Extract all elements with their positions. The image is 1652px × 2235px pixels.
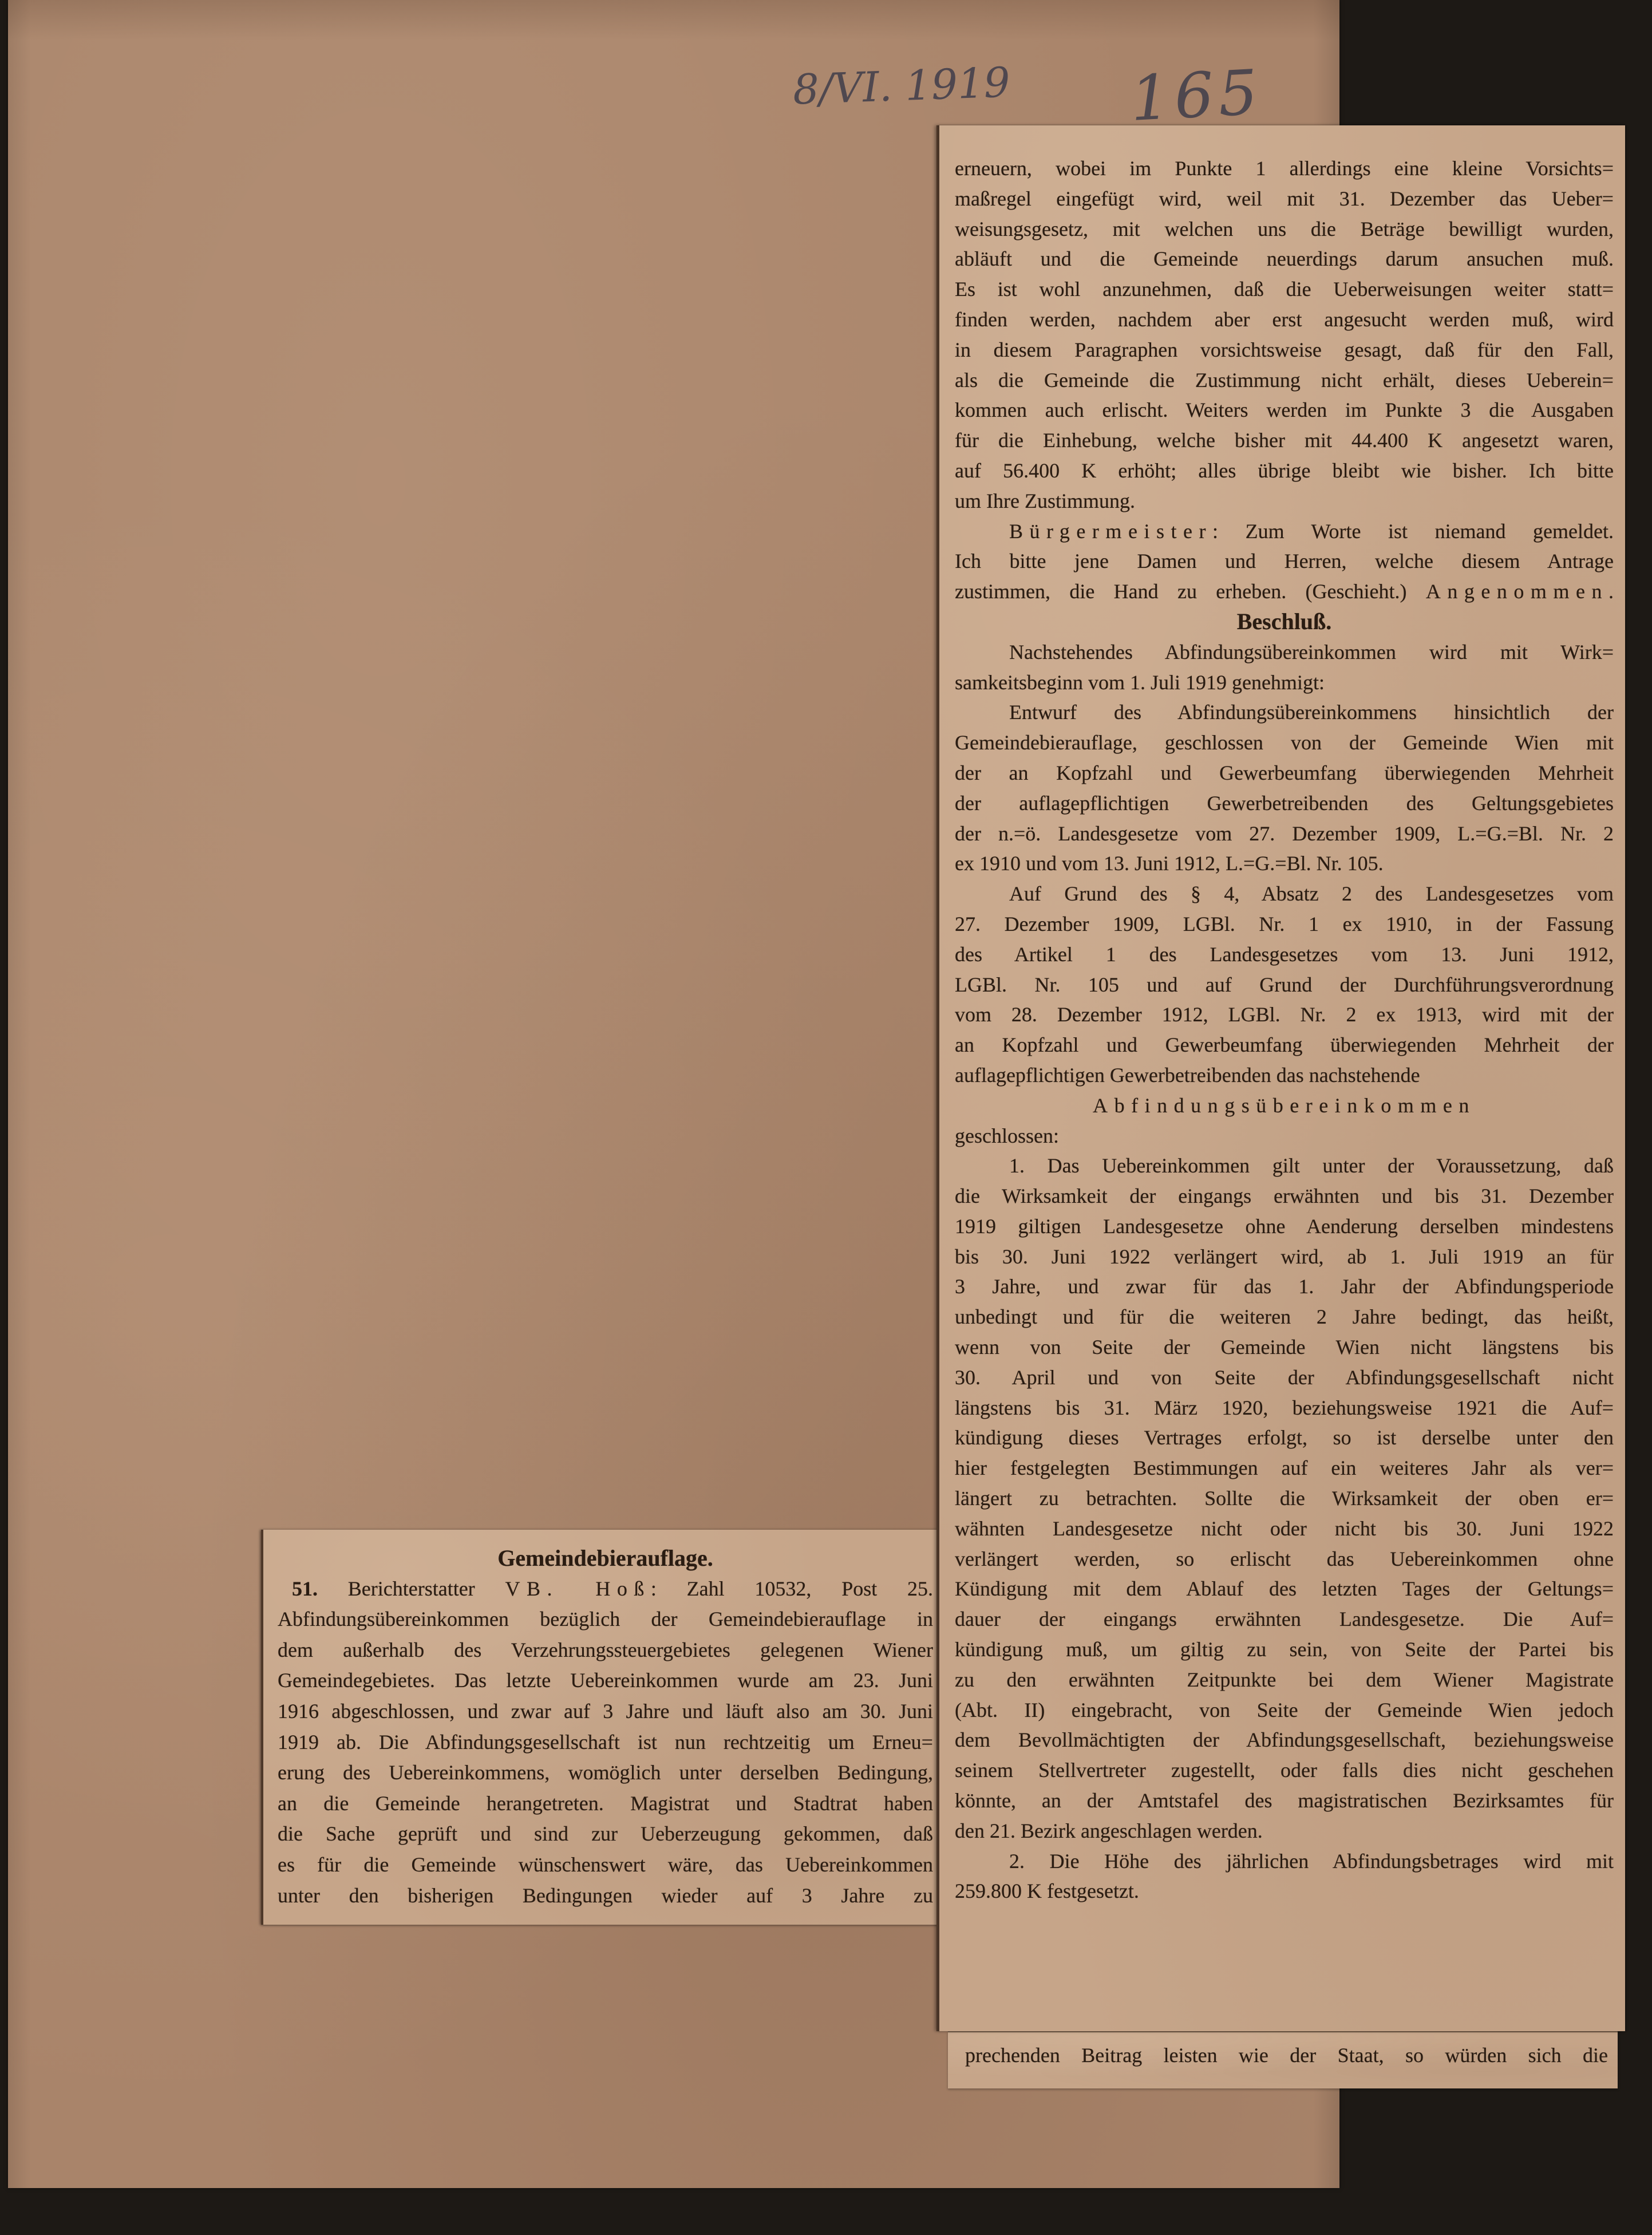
text-line: (Abt. II) eingebracht, von Seite der Gemeinde Wien jedoch xyxy=(955,1698,1614,1721)
text-line: 2. Die Höhe des jährlichen Abfindungsbetrages wird mit xyxy=(1009,1849,1614,1873)
article-heading: Gemeindebierauflage. xyxy=(497,1545,713,1571)
text-line: prechenden Beitrag leisten wie der Staat, so würden sich die xyxy=(965,2044,1608,2067)
vote-text: zustimmen, die Hand zu erheben. (Geschieht.) xyxy=(955,580,1426,603)
text-line: die Wirksamkeit der eingangs erwähnten und bis 31. Dezember xyxy=(955,1184,1614,1208)
paragraph-block xyxy=(278,1604,933,1911)
text-line: den 21. Bezirk angeschlagen werden. xyxy=(955,1819,1263,1842)
text-line: unter den bisherigen Bedingungen wieder auf 3 Jahre zu xyxy=(278,1883,933,1907)
item-number: 51. xyxy=(292,1577,318,1600)
text-line: erneuern, wobei im Punkte 1 allerdings eine kleine Vorsichts= xyxy=(955,157,1614,180)
text-line: als die Gemeinde die Zustimmung nicht erhält, dieses Ueberein= xyxy=(955,368,1614,392)
text-line: wenn von Seite der Gemeinde Wien nicht längstens bis xyxy=(955,1336,1614,1359)
text-line: in diesem Paragraphen vorsichtsweise gesagt, daß für den Fall, xyxy=(955,338,1614,361)
text-line: wähnten Landesgesetze nicht oder nicht bis 30. Juni 1922 xyxy=(955,1517,1614,1540)
text-line: Kündigung mit dem Ablauf des letzten Tages der Geltungs= xyxy=(955,1577,1614,1601)
text-line: maßregel eingefügt wird, weil mit 31. Dezember das Ueber= xyxy=(955,187,1614,210)
text-line: ex 1910 und vom 13. Juni 1912, L.=G.=Bl. Nr. 105. xyxy=(955,852,1384,875)
text-line: abläuft und die Gemeinde neuerdings darum ansuchen muß. xyxy=(955,247,1614,271)
text-line: erung des Uebereinkommens, womöglich unter derselben Bedingung, xyxy=(278,1761,933,1784)
agreement-subheading: Abfindungsübereinkommen xyxy=(1093,1093,1476,1117)
text-line: LGBl. Nr. 105 und auf Grund der Durchführungsverordnung xyxy=(955,973,1614,996)
text-line: seinem Stellvertreter zugestellt, oder falls dies nicht geschehen xyxy=(955,1759,1614,1782)
text-line: verlängert werden, so erlischt das Uebereinkommen ohne xyxy=(955,1547,1614,1570)
text-line: um Ihre Zustimmung. xyxy=(955,489,1135,512)
text-line: finden werden, nachdem aber erst angesucht werden muß, wird xyxy=(955,307,1614,331)
text-line: längert zu betrachten. Sollte die Wirksamkeit der oben er= xyxy=(955,1487,1614,1510)
text-line: 1. Das Uebereinkommen gilt unter der Voraussetzung, daß xyxy=(1009,1154,1614,1178)
text-line: es für die Gemeinde wünschenswert wäre, das Uebereinkommen xyxy=(278,1853,933,1876)
reporter-suffix: : Zahl 10532, Post 25. xyxy=(650,1577,933,1600)
text-line: 259.800 K festgesetzt. xyxy=(955,1879,1139,1903)
request-line: Ich bitte jene Damen und Herren, welche diesem Antrage xyxy=(955,550,1614,573)
text-line: könnte, an der Amtstafel des magistratischen Bezirksamtes für xyxy=(955,1789,1614,1813)
text-line: Entwurf des Abfindungsübereinkommens hinsichtlich der xyxy=(1009,701,1614,724)
text-line: 30. April und von Seite der Abfindungsgesellschaft nicht xyxy=(955,1365,1614,1389)
text-line: Nachstehendes Abfindungsübereinkommen wird mit Wirk= xyxy=(1009,640,1614,664)
text-line: 1919 ab. Die Abfindungsgesellschaft ist nun rechtzeitig um Erneu= xyxy=(278,1730,933,1754)
text-line: die Sache geprüft und sind zur Ueberzeugung gekommen, daß xyxy=(278,1822,933,1846)
text-line: 3 Jahre, und zwar für das 1. Jahr der Abfindungsperiode xyxy=(955,1275,1614,1298)
text-line: der n.=ö. Landesgesetze vom 27. Dezember 1909, L.=G.=Bl. Nr. 2 xyxy=(955,822,1614,845)
text-line: Gemeindebierauflage, geschlossen von der Gemeinde Wien mit xyxy=(955,731,1614,755)
speaker-line xyxy=(955,516,1614,547)
handwritten-page-number: 165 xyxy=(1128,57,1264,135)
text-line: kündigung dieses Vertrages erfolgt, so ist derselbe unter den xyxy=(955,1426,1614,1450)
clipping-right-column xyxy=(936,125,1625,2031)
text-line: zu den erwähnten Zeitpunkte bei dem Wiener Magistrate xyxy=(955,1668,1614,1691)
text-line: dauer der eingangs erwähnten Landesgesetze. Die Auf= xyxy=(955,1608,1614,1631)
text-line: an Kopfzahl und Gewerbeumfang überwiegenden Mehrheit der xyxy=(955,1033,1614,1057)
text-line: dem außerhalb des Verzehrungssteuergebietes gelegenen Wiener xyxy=(278,1638,933,1661)
text-line: vom 28. Dezember 1912, LGBl. Nr. 2 ex 1913, wird mit der xyxy=(955,1003,1614,1026)
clipping-bottom-strip xyxy=(948,2031,1618,2088)
text-line: der an Kopfzahl und Gewerbeumfang überwiegenden Mehrheit xyxy=(955,761,1614,784)
text-line: Abfindungsübereinkommen bezüglich der Gemeindebierauflage in xyxy=(278,1608,933,1631)
clipping-gemeindebierauflage xyxy=(261,1530,942,1925)
paragraph-block xyxy=(955,153,1614,516)
text-line: an die Gemeinde herangetreten. Magistrat und Stadtrat haben xyxy=(278,1791,933,1815)
resolution-heading: Beschluß. xyxy=(1236,608,1332,634)
vote-result-end: . xyxy=(1608,580,1614,603)
reporter-prefix: Berichterstatter xyxy=(318,1577,505,1600)
text-line: längstens bis 31. März 1920, beziehungsweise 1921 die Auf= xyxy=(955,1396,1614,1419)
text-line: unbedingt und für die weiteren 2 Jahre bedingt, das heißt, xyxy=(955,1305,1614,1329)
text-line: kommen auch erlischt. Weiters werden im Punkte 3 die Ausgaben xyxy=(955,398,1614,422)
text-line: des Artikel 1 des Landesgesetzes vom 13. Juni 1912, xyxy=(955,942,1614,966)
text-line: der auflagepflichtigen Gewerbetreibenden des Geltungsgebietes xyxy=(955,791,1614,815)
text-line: Auf Grund des § 4, Absatz 2 des Landesgesetzes vom xyxy=(1009,882,1614,906)
reporter-name: VB. Hoß xyxy=(505,1577,651,1600)
text-line: kündigung muß, um giltig zu sein, von Seite der Partei bis xyxy=(955,1638,1614,1661)
paragraph-block xyxy=(955,1121,1614,1907)
text-line: bis 30. Juni 1922 verlängert wird, ab 1. Juli 1919 an für xyxy=(955,1245,1614,1268)
text-line: hier festgelegten Bestimmungen auf ein weiteres Jahr als ver= xyxy=(955,1456,1614,1480)
text-line: 1916 abgeschlossen, und zwar auf 3 Jahre und läuft also am 30. Juni xyxy=(278,1699,933,1723)
speaker-text: : Zum Worte ist niemand gemeldet. xyxy=(1212,519,1614,543)
text-line: 27. Dezember 1909, LGBl. Nr. 1 ex 1910, in der Fassung xyxy=(955,912,1614,935)
reporter-line xyxy=(278,1574,933,1605)
handwritten-date: 8/VI. 1919 xyxy=(792,58,1011,114)
text-line: 1919 giltigen Landesgesetze ohne Aenderung derselben mindestens xyxy=(955,1214,1614,1238)
vote-result: Angenommen xyxy=(1425,580,1608,603)
text-line: geschlossen: xyxy=(955,1124,1059,1147)
text-line: Gemeindegebietes. Das letzte Uebereinkommen wurde am 23. Juni xyxy=(278,1669,933,1692)
text-line: dem Bevollmächtigten der Abfindungsgesellschaft, beziehungsweise xyxy=(955,1728,1614,1752)
text-line: auf 56.400 K erhöht; alles übrige bleibt wie bisher. Ich bitte xyxy=(955,459,1614,482)
text-line: weisungsgesetz, mit welchen uns die Beträge bewilligt wurden, xyxy=(955,217,1614,240)
text-line: auflagepflichtigen Gewerbetreibenden das nachstehende xyxy=(955,1063,1420,1087)
vote-line xyxy=(955,576,1614,607)
speaker-name: Bürgermeister xyxy=(1009,519,1213,543)
text-line: Es ist wohl anzunehmen, daß die Ueberweisungen weiter statt= xyxy=(955,278,1614,301)
text-line: samkeitsbeginn vom 1. Juli 1919 genehmigt: xyxy=(955,670,1325,694)
text-line: für die Einhebung, welche bisher mit 44.400 K angesetzt waren, xyxy=(955,429,1614,452)
paragraph-block xyxy=(955,637,1614,1091)
